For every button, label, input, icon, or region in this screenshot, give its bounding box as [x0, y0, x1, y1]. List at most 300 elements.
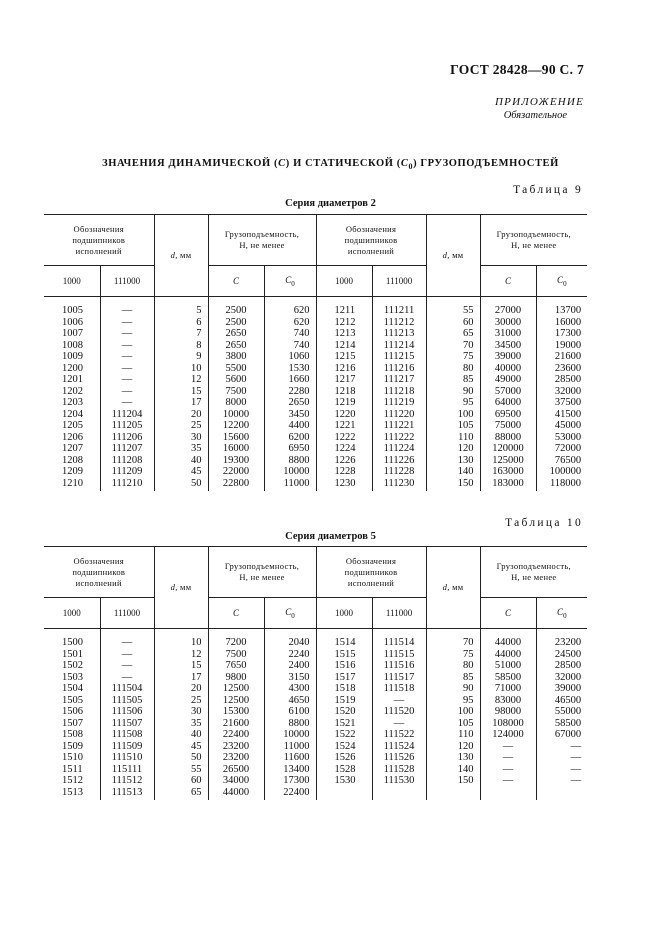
table-row: [44, 478, 587, 492]
version-1000-header: 1000: [316, 598, 372, 629]
cell-c0: 3150: [264, 672, 316, 684]
cell-c: 44000: [208, 787, 264, 801]
cell-1000: 1530: [316, 775, 372, 787]
cell-1000: 1220: [316, 409, 372, 421]
cell-d: 150: [426, 478, 480, 492]
cell-111000: 111213: [372, 328, 426, 340]
cell-c: 71000: [480, 683, 536, 695]
cell-111000: —: [100, 317, 154, 329]
version-1000-header: 1000: [44, 266, 100, 297]
table-row: [44, 629, 587, 649]
d-header: d, мм: [154, 215, 208, 297]
cell-c: 64000: [480, 397, 536, 409]
cell-111000: 111504: [100, 683, 154, 695]
cell-d: 70: [426, 629, 480, 649]
cell-d: 120: [426, 741, 480, 753]
d-header: d, мм: [426, 547, 480, 629]
cell-1000: 1222: [316, 432, 372, 444]
cell-d: 100: [426, 409, 480, 421]
designation-header: [44, 215, 154, 266]
document-title: ЗНАЧЕНИЯ ДИНАМИЧЕСКОЙ (C) И СТАТИЧЕСКОЙ $(C_0)$ ГРУЗОПОДЪЕМНОСТЕЙ: [102, 158, 559, 172]
cell-c0: 72000: [554, 443, 582, 454]
cell-c: 12200: [208, 420, 264, 432]
designation-header-line: Обозначения: [345, 555, 397, 566]
cell-c: 124000: [480, 729, 536, 741]
table-9: [44, 214, 587, 491]
cell-d: 90: [426, 683, 480, 695]
cell-d: 20: [154, 683, 208, 695]
cell-1000: 1520: [316, 706, 372, 718]
cell-c: —: [480, 752, 536, 764]
header-subrow: [44, 598, 587, 629]
cell-111000: 111207: [100, 443, 154, 455]
cell-c0: [536, 787, 587, 801]
cell-d: 12: [154, 374, 208, 386]
designation-header: [44, 547, 154, 598]
d-header: d, мм: [426, 215, 480, 297]
cell-111000: 111530: [372, 775, 426, 787]
designation-header-line: Обозначения: [73, 223, 124, 234]
version-111000-header: 111000: [372, 266, 426, 297]
cell-d: 100: [426, 706, 480, 718]
cell-c0: 11600: [264, 752, 316, 764]
cell-c: 125000: [480, 455, 536, 467]
cell-c: 57000: [480, 386, 536, 398]
cell-1000: 1009: [44, 351, 100, 363]
cell-c: 12500: [208, 683, 264, 695]
cell-d: 45: [154, 466, 208, 478]
cell-1000: 1514: [316, 629, 372, 649]
cell-d: 8: [154, 340, 208, 352]
cell-111000: —: [100, 672, 154, 684]
cell-d: 75: [426, 351, 480, 363]
c-header: C: [208, 598, 264, 629]
cell-1000: 1512: [44, 775, 100, 787]
cell-c0: 6950: [264, 443, 316, 455]
cell-c0: 4650: [264, 695, 316, 707]
cell-c: 5500: [208, 363, 264, 375]
cell-c: 7200: [208, 629, 264, 649]
cell-111000: 111513: [100, 787, 154, 801]
cell-111000: —: [100, 629, 154, 649]
cell-d: 85: [426, 374, 480, 386]
cell-1000: 1218: [316, 386, 372, 398]
cell-d: 15: [154, 660, 208, 672]
cell-c0: 8800: [264, 455, 316, 467]
capacity-header-line: Н, не менее: [511, 572, 557, 582]
cell-d: 40: [154, 455, 208, 467]
cell-1000: 1207: [44, 443, 100, 455]
cell-d: 12: [154, 649, 208, 661]
cell-111000: —: [100, 374, 154, 386]
cell-c0: 37500: [554, 397, 582, 408]
cell-c0: 16000: [554, 316, 582, 328]
designation-header: [316, 215, 426, 266]
cell-c0: 23200: [554, 637, 582, 648]
designation-header-line: подшипников: [72, 566, 126, 577]
table-row: [44, 351, 587, 363]
designation-header-line: исполнений: [347, 245, 395, 256]
table-row: [44, 397, 587, 409]
cell-c0: 11000: [264, 478, 316, 492]
cell-d: 95: [426, 695, 480, 707]
cell-1000: 1513: [44, 787, 100, 801]
cell-1000: 1505: [44, 695, 100, 707]
cell-c0: 620: [264, 297, 316, 317]
cell-c: 44000: [480, 629, 536, 649]
cell-c: 7500: [208, 649, 264, 661]
cell-111000: 111228: [372, 466, 426, 478]
cell-111000: 111528: [372, 764, 426, 776]
capacity-header: [480, 215, 587, 266]
cell-111000: 111510: [100, 752, 154, 764]
cell-c0: 2400: [264, 660, 316, 672]
cell-1000: 1006: [44, 317, 100, 329]
cell-d: 55: [426, 297, 480, 317]
cell-1000: 1205: [44, 420, 100, 432]
designation-header: [316, 547, 426, 598]
designation-header-line: Обозначения: [345, 223, 397, 234]
cell-c: 40000: [480, 363, 536, 375]
cell-c: 12500: [208, 695, 264, 707]
cell-111000: 111214: [372, 340, 426, 352]
cell-d: 140: [426, 764, 480, 776]
cell-d: 110: [426, 729, 480, 741]
cell-c0: 23600: [554, 362, 582, 374]
cell-1000: 1203: [44, 397, 100, 409]
cell-c0: 740: [264, 328, 316, 340]
cell-1000: 1506: [44, 706, 100, 718]
cell-111000: 111219: [372, 397, 426, 409]
cell-d: 17: [154, 672, 208, 684]
cell-c0: 1530: [264, 363, 316, 375]
d-symbol: d: [442, 250, 448, 260]
cell-c0: 28500: [554, 374, 582, 385]
cell-d: 130: [426, 455, 480, 467]
cell-1000: 1007: [44, 328, 100, 340]
table-row: [44, 432, 587, 444]
cell-d: 80: [426, 363, 480, 375]
cell-d: 35: [154, 718, 208, 730]
cell-1000: 1008: [44, 340, 100, 352]
version-1000-header: 1000: [316, 266, 372, 297]
cell-d: 65: [154, 787, 208, 801]
cell-111000: 111230: [372, 478, 426, 492]
cell-d: 7: [154, 328, 208, 340]
designation-header-line: Обозначения: [73, 555, 124, 566]
cell-c0: 76500: [554, 454, 582, 466]
c-header: C: [480, 266, 536, 297]
cell-c: 58500: [480, 672, 536, 684]
designation-header-line: исполнений: [347, 577, 395, 588]
c-header: C: [208, 266, 264, 297]
cell-1000: 1214: [316, 340, 372, 352]
cell-111000: 111220: [372, 409, 426, 421]
cell-1000: 1216: [316, 363, 372, 375]
table-row: [44, 764, 587, 776]
cell-d: 60: [426, 317, 480, 329]
cell-1000: 1206: [44, 432, 100, 444]
cell-c0: 67000: [554, 729, 582, 740]
cell-c: 183000: [480, 478, 536, 492]
cell-1000: 1221: [316, 420, 372, 432]
table-row: [44, 374, 587, 386]
d-symbol: d: [442, 582, 448, 592]
cell-c0: —: [570, 775, 582, 786]
cell-d: 50: [154, 752, 208, 764]
cell-111000: —: [100, 397, 154, 409]
cell-c0: 3450: [264, 409, 316, 421]
cell-1000: 1217: [316, 374, 372, 386]
table-row: [44, 466, 587, 478]
cell-111000: 111210: [100, 478, 154, 492]
designation-header-line: подшипников: [344, 566, 398, 577]
cell-111000: 111516: [372, 660, 426, 672]
cell-111000: —: [100, 351, 154, 363]
cell-1000: 1503: [44, 672, 100, 684]
table-row: [44, 297, 587, 317]
cell-1000: [316, 787, 372, 801]
cell-d: 6: [154, 317, 208, 329]
cell-111000: 111221: [372, 420, 426, 432]
cell-1000: 1511: [44, 764, 100, 776]
table-9-caption: Таблица 9: [513, 184, 583, 196]
cell-c0: —: [570, 740, 582, 752]
cell-d: 9: [154, 351, 208, 363]
cell-c: 31000: [480, 328, 536, 340]
cell-111000: 111507: [100, 718, 154, 730]
designation-header-line: исполнений: [75, 577, 122, 588]
cell-c0: 45000: [554, 420, 582, 431]
cell-c0: 10000: [264, 729, 316, 741]
cell-111000: 111509: [100, 741, 154, 753]
cell-c0: 740: [264, 340, 316, 352]
cell-111000: 111211: [372, 297, 426, 317]
table-row: [44, 672, 587, 684]
capacity-header: [208, 547, 316, 598]
cell-c0: 53000: [554, 431, 582, 443]
cell-d: 80: [426, 660, 480, 672]
cell-1000: 1211: [316, 297, 372, 317]
header-row: [44, 547, 587, 598]
table-row: [44, 741, 587, 753]
cell-111000: 111508: [100, 729, 154, 741]
cell-c: 23200: [208, 752, 264, 764]
cell-c: 15600: [208, 432, 264, 444]
appendix-label: ПРИЛОЖЕНИЕ: [495, 96, 584, 108]
cell-d: 30: [154, 706, 208, 718]
designation-header-line: подшипников: [344, 234, 398, 245]
cell-c: 23200: [208, 741, 264, 753]
cell-1000: 1507: [44, 718, 100, 730]
cell-c: 2650: [208, 328, 264, 340]
cell-c: 2500: [208, 317, 264, 329]
cell-d: 40: [154, 729, 208, 741]
cell-c0: 2040: [264, 629, 316, 649]
cell-1000: 1230: [316, 478, 372, 492]
capacity-header-line: Грузоподъемность,: [496, 561, 571, 571]
cell-d: 17: [154, 397, 208, 409]
cell-d: 35: [154, 443, 208, 455]
cell-c0: 17300: [554, 328, 582, 339]
table-row: [44, 328, 587, 340]
cell-1000: 1502: [44, 660, 100, 672]
cell-1000: 1200: [44, 363, 100, 375]
cell-c0: 13700: [554, 305, 582, 316]
cell-d: 55: [154, 764, 208, 776]
cell-c: 30000: [480, 317, 536, 329]
cell-111000: 111520: [372, 706, 426, 718]
table-row: [44, 386, 587, 398]
cell-111000: 111209: [100, 466, 154, 478]
cell-d: 75: [426, 649, 480, 661]
cell-111000: 111218: [372, 386, 426, 398]
table-row: [44, 363, 587, 375]
table-row: [44, 660, 587, 672]
cell-111000: 111518: [372, 683, 426, 695]
capacity-header: [208, 215, 316, 266]
cell-111000: —: [100, 660, 154, 672]
cell-111000: 111222: [372, 432, 426, 444]
table-row: [44, 752, 587, 764]
cell-1000: 1224: [316, 443, 372, 455]
cell-111000: 111505: [100, 695, 154, 707]
cell-111000: 111224: [372, 443, 426, 455]
d-symbol: d: [170, 582, 176, 592]
c0-header: $C_0$: [264, 266, 316, 297]
cell-c: 98000: [480, 706, 536, 718]
cell-c0: 4300: [264, 683, 316, 695]
cell-c0: —: [570, 763, 582, 775]
cell-1000: 1510: [44, 752, 100, 764]
table-row: [44, 649, 587, 661]
cell-c: 2650: [208, 340, 264, 352]
cell-c0: 55000: [554, 706, 582, 717]
cell-1000: 1508: [44, 729, 100, 741]
cell-d: 85: [426, 672, 480, 684]
cell-1000: 1202: [44, 386, 100, 398]
cell-1000: 1518: [316, 683, 372, 695]
table-row: [44, 695, 587, 707]
cell-d: 120: [426, 443, 480, 455]
cell-c0: 4400: [264, 420, 316, 432]
cell-c0: 28500: [554, 660, 582, 671]
capacity-header-line: Грузоподъемность,: [224, 229, 300, 239]
cell-d: 105: [426, 420, 480, 432]
appendix-note: Обязательное: [503, 110, 567, 121]
cell-111000: 111506: [100, 706, 154, 718]
table-row: [44, 443, 587, 455]
table-row: [44, 729, 587, 741]
table-row: [44, 787, 587, 801]
table-body: [44, 629, 587, 801]
version-111000-header: 111000: [372, 598, 426, 629]
cell-c: 49000: [480, 374, 536, 386]
cell-c0: 1660: [264, 374, 316, 386]
d-header: d, мм: [154, 547, 208, 629]
cell-111000: 115111: [100, 764, 154, 776]
cell-c0: 22400: [264, 787, 316, 801]
cell-111000: —: [100, 363, 154, 375]
cell-c: 120000: [480, 443, 536, 455]
cell-c0: 118000: [549, 477, 582, 489]
cell-1000: 1210: [44, 478, 100, 492]
table-head: [44, 547, 587, 629]
c0-header: $C_0$: [264, 598, 316, 629]
cell-d: 20: [154, 409, 208, 421]
cell-c0: —: [570, 752, 582, 763]
cell-c: 39000: [480, 351, 536, 363]
cell-c0: 11000: [264, 741, 316, 753]
cell-d: 140: [426, 466, 480, 478]
cell-1000: 1528: [316, 764, 372, 776]
cell-111000: 111205: [100, 420, 154, 432]
cell-c: [480, 787, 536, 801]
cell-c: 22400: [208, 729, 264, 741]
capacity-header-line: Н, не менее: [239, 240, 285, 250]
cell-c: 21600: [208, 718, 264, 730]
cell-d: 25: [154, 695, 208, 707]
cell-c: 9800: [208, 672, 264, 684]
d-symbol: d: [170, 250, 176, 260]
table-10: [44, 546, 587, 800]
table-head: [44, 215, 587, 297]
cell-1000: 1208: [44, 455, 100, 467]
cell-d: 105: [426, 718, 480, 730]
cell-c0: 2240: [264, 649, 316, 661]
cell-1000: 1500: [44, 629, 100, 649]
cell-111000: 111512: [100, 775, 154, 787]
cell-c: 22000: [208, 466, 264, 478]
cell-c: 26500: [208, 764, 264, 776]
cell-d: 30: [154, 432, 208, 444]
cell-c: 51000: [480, 660, 536, 672]
cell-1000: 1504: [44, 683, 100, 695]
cell-1000: 1526: [316, 752, 372, 764]
table-row: [44, 420, 587, 432]
cell-1000: 1226: [316, 455, 372, 467]
cell-c0: 6100: [264, 706, 316, 718]
cell-d: 150: [426, 775, 480, 787]
cell-1000: 1509: [44, 741, 100, 753]
cell-111000: —: [100, 328, 154, 340]
cell-c0: 620: [264, 317, 316, 329]
cell-c: 16000: [208, 443, 264, 455]
cell-1000: 1213: [316, 328, 372, 340]
cell-c0: 6200: [264, 432, 316, 444]
cell-1000: 1215: [316, 351, 372, 363]
cell-c0: 2650: [264, 397, 316, 409]
cell-d: 65: [426, 328, 480, 340]
cell-111000: 111515: [372, 649, 426, 661]
cell-c0: 46500: [554, 694, 582, 706]
header-subrow: [44, 266, 587, 297]
cell-111000: —: [372, 718, 426, 730]
cell-111000: 111212: [372, 317, 426, 329]
cell-111000: [372, 787, 426, 801]
cell-111000: —: [372, 695, 426, 707]
cell-c: 3800: [208, 351, 264, 363]
cell-1000: 1212: [316, 317, 372, 329]
cell-c0: 13400: [264, 764, 316, 776]
cell-111000: 111514: [372, 629, 426, 649]
cell-1000: 1209: [44, 466, 100, 478]
version-111000-header: 111000: [100, 598, 154, 629]
cell-d: 25: [154, 420, 208, 432]
designation-header-line: подшипников: [72, 234, 126, 245]
cell-c0: 32000: [554, 671, 582, 683]
cell-d: 5: [154, 297, 208, 317]
